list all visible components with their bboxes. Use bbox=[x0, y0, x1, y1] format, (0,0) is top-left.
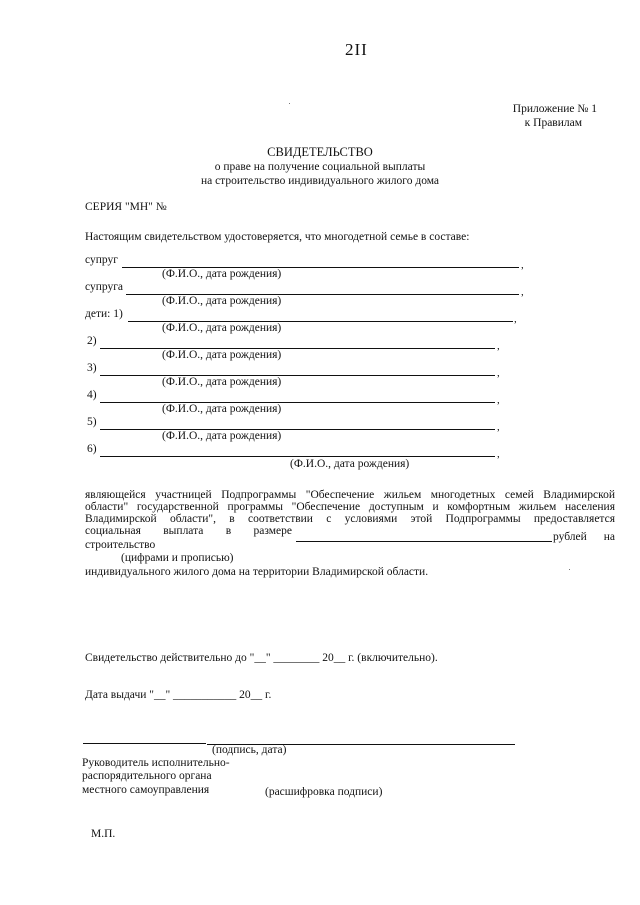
child-3-label: 3) bbox=[87, 362, 97, 374]
comma: , bbox=[497, 367, 500, 379]
eligibility-paragraph bbox=[85, 489, 615, 525]
child-6-label: 6) bbox=[87, 443, 97, 455]
comma: , bbox=[521, 286, 524, 298]
husband-hint: (Ф.И.О., дата рождения) bbox=[162, 268, 282, 280]
amount-hint: (цифрами и прописью) bbox=[121, 552, 234, 564]
paragraph-line-1: являющейся участницей Подпрограммы "Обеспечение жильем многодетных семей Владимирской bbox=[85, 489, 615, 501]
scan-speck bbox=[289, 103, 290, 104]
child-2-hint: (Ф.И.О., дата рождения) bbox=[162, 349, 282, 361]
validity-line: Свидетельство действительно до "__" ________ 20__ г. (включительно). bbox=[85, 652, 438, 664]
intro-text: Настоящим свидетельством удостоверяется, что многодетной семье в составе: bbox=[85, 231, 470, 243]
paragraph-line-5: строительство bbox=[85, 539, 156, 551]
child-2-input-line[interactable] bbox=[100, 348, 495, 349]
paragraph-line-4b: рублей на bbox=[553, 531, 615, 543]
issue-date-line: Дата выдачи "__" ___________ 20__ г. bbox=[85, 689, 272, 701]
child-4-label: 4) bbox=[87, 389, 97, 401]
amount-input-line[interactable] bbox=[296, 541, 552, 542]
position-line-1: Руководитель исполнительно- bbox=[82, 757, 230, 769]
child-5-label: 5) bbox=[87, 416, 97, 428]
comma: , bbox=[497, 421, 500, 433]
child-6-hint: (Ф.И.О., дата рождения) bbox=[290, 458, 410, 470]
child-3-input-line[interactable] bbox=[100, 375, 495, 376]
comma: , bbox=[497, 394, 500, 406]
series-label: СЕРИЯ "МН" № bbox=[85, 201, 167, 213]
comma: , bbox=[521, 259, 524, 271]
child-5-hint: (Ф.И.О., дата рождения) bbox=[162, 430, 282, 442]
paragraph-line-4a: социальная выплата в размере bbox=[85, 525, 292, 537]
document-subtitle-2: на строительство индивидуального жилого дома bbox=[200, 175, 440, 187]
signature-decode-hint: (расшифровка подписи) bbox=[265, 786, 383, 798]
stamp-place: М.П. bbox=[91, 828, 116, 840]
child-5-input-line[interactable] bbox=[100, 429, 495, 430]
page-number: 2II bbox=[345, 40, 368, 59]
appendix-line-1: Приложение № 1 bbox=[512, 103, 597, 115]
position-line-3: местного самоуправления bbox=[82, 784, 210, 796]
signature-line-left[interactable] bbox=[83, 743, 206, 744]
child-4-input-line[interactable] bbox=[100, 402, 495, 403]
wife-label: супруга bbox=[85, 281, 124, 293]
children-label: дети: 1) bbox=[85, 308, 123, 320]
scan-speck bbox=[569, 569, 570, 570]
position-line-2: распорядительного органа bbox=[82, 770, 212, 782]
document-title: СВИДЕТЕЛЬСТВО bbox=[267, 145, 373, 159]
comma: , bbox=[497, 448, 500, 460]
wife-hint: (Ф.И.О., дата рождения) bbox=[162, 295, 282, 307]
child-3-hint: (Ф.И.О., дата рождения) bbox=[162, 376, 282, 388]
document-subtitle-1: о праве на получение социальной выплаты bbox=[214, 161, 426, 173]
paragraph-line-2: области" государственной программы "Обеспечение доступным и комфортным жильем населения bbox=[85, 501, 615, 513]
signature-hint: (подпись, дата) bbox=[212, 744, 287, 756]
comma: , bbox=[514, 313, 517, 325]
appendix-line-2: к Правилам bbox=[524, 117, 582, 129]
paragraph-line-3: Владимирской области", в соответствии с условиями этой Подпрограммы предоставляется bbox=[85, 513, 615, 525]
child-2-label: 2) bbox=[87, 335, 97, 347]
paragraph-line-6: индивидуального жилого дома на территории Владимирской области. bbox=[85, 566, 429, 578]
child-6-input-line[interactable] bbox=[100, 456, 495, 457]
child-1-hint: (Ф.И.О., дата рождения) bbox=[162, 322, 282, 334]
husband-label: супруг bbox=[85, 254, 118, 266]
child-4-hint: (Ф.И.О., дата рождения) bbox=[162, 403, 282, 415]
comma: , bbox=[497, 340, 500, 352]
